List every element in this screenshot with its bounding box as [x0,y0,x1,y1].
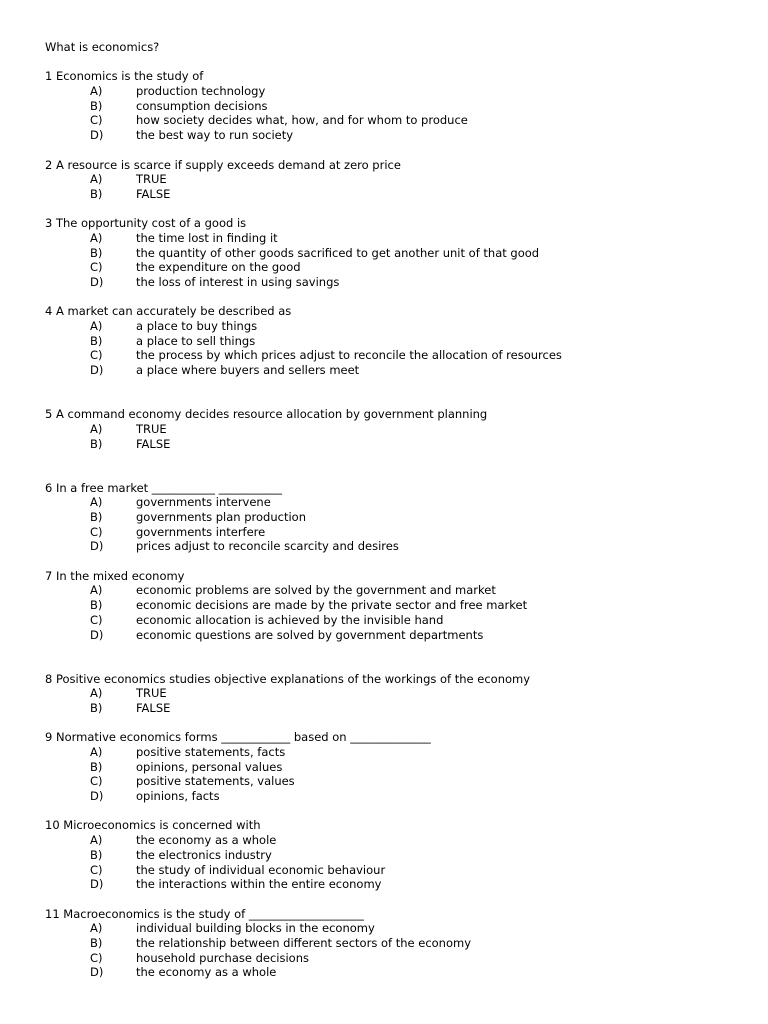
option-text: economic questions are solved by government departments [136,627,484,642]
option-text: opinions, facts [136,789,220,804]
option-b [45,936,745,951]
option-letter: B) [90,436,103,451]
option-letter: C) [90,612,103,627]
option-b [45,760,745,775]
question-11 [45,907,745,980]
option-text: the economy as a whole [136,965,277,980]
option-letter: B) [90,98,103,113]
option-text: household purchase decisions [136,950,309,965]
option-letter: D) [90,877,104,892]
option-d [45,275,745,290]
option-text: individual building blocks in the economy [136,921,375,936]
option-letter: A) [90,230,103,245]
option-b [45,437,745,452]
option-text: the quantity of other goods sacrificed to get another unit of that good [136,245,540,260]
option-letter: A) [90,172,103,187]
option-letter: A) [90,495,103,510]
option-letter: B) [90,759,103,774]
option-letter: A) [90,745,103,760]
option-b [45,848,745,863]
option-text: economic decisions are made by the private sector and free market [136,598,528,613]
option-text: FALSE [136,186,171,201]
question-8 [45,672,745,716]
option-letter: D) [90,363,104,378]
option-letter: C) [90,862,103,877]
option-d [45,628,745,643]
option-c [45,348,745,363]
option-text: positive statements, facts [136,745,286,760]
option-text: production technology [136,84,266,99]
question-text: 7 In the mixed economy [45,568,185,583]
question-text: 3 The opportunity cost of a good is [45,216,247,231]
option-c [45,525,745,540]
option-text: a place where buyers and sellers meet [136,363,360,378]
option-letter: A) [90,833,103,848]
option-b [45,99,745,114]
option-d [45,128,745,143]
option-text: a place to sell things [136,333,256,348]
option-letter: A) [90,319,103,334]
option-d [45,539,745,554]
question-text: 5 A command economy decides resource allocation by government planning [45,407,488,422]
option-a [45,921,745,936]
option-letter: A) [90,421,103,436]
option-text: the loss of interest in using savings [136,275,340,289]
option-text: the time lost in finding it [136,230,278,245]
question-2 [45,158,745,202]
option-letter: D) [90,965,104,980]
question-text: 2 A resource is scarce if supply exceeds demand at zero price [45,157,401,172]
option-letter: A) [90,583,103,598]
page-title: What is economics? [45,40,160,54]
option-a [45,422,745,437]
option-letter: B) [90,935,103,950]
option-text: TRUE [136,421,167,436]
option-b [45,334,745,349]
option-text: FALSE [136,700,171,715]
option-letter: B) [90,186,103,201]
option-letter: D) [90,539,104,554]
option-a [45,833,745,848]
option-letter: C) [90,950,103,965]
option-letter: B) [90,245,103,260]
option-letter: D) [90,275,104,289]
option-c [45,113,745,128]
option-b [45,510,745,525]
option-text: prices adjust to reconcile scarcity and desires [136,539,399,554]
option-letter: D) [90,789,104,804]
option-letter: D) [90,627,104,642]
option-letter: A) [90,686,103,701]
question-text: 9 Normative economics forms ____________ based on ______________ [45,730,431,745]
option-b [45,701,745,716]
option-text: the electronics industry [136,847,272,862]
question-text: 4 A market can accurately be described as [45,304,292,319]
option-text: governments interfere [136,524,266,539]
option-letter: B) [90,333,103,348]
option-letter: C) [90,260,103,275]
option-letter: C) [90,113,103,128]
option-letter: A) [90,921,103,936]
question-10 [45,818,745,891]
option-letter: B) [90,700,103,715]
option-text: the process by which prices adjust to reconcile the allocation of resources [136,348,562,363]
option-text: opinions, personal values [136,759,283,774]
question-text: 10 Microeconomics is concerned with [45,818,261,833]
option-a [45,583,745,598]
question-5 [45,407,745,451]
option-text: governments plan production [136,510,306,525]
option-letter: C) [90,774,103,789]
option-text: economic problems are solved by the government and market [136,583,496,598]
option-a [45,686,745,701]
option-a [45,172,745,187]
option-text: the study of individual economic behaviour [136,862,386,877]
question-text: 6 In a free market ___________ ___________ [45,480,282,495]
option-b [45,187,745,202]
option-text: economic allocation is achieved by the invisible hand [136,612,444,627]
option-c [45,774,745,789]
option-letter: C) [90,524,103,539]
question-text: 1 Economics is the study of [45,69,204,84]
option-text: TRUE [136,172,167,187]
option-a [45,84,745,99]
option-b [45,246,745,261]
option-a [45,745,745,760]
question-9 [45,730,745,803]
option-c [45,260,745,275]
option-letter: C) [90,348,103,363]
option-text: the best way to run society [136,128,294,143]
option-d [45,965,745,980]
question-6 [45,481,745,554]
option-text: how society decides what, how, and for whom to produce [136,113,468,128]
question-7 [45,569,745,642]
option-text: a place to buy things [136,319,258,334]
option-a [45,231,745,246]
option-text: the relationship between different sectors of the economy [136,935,472,950]
option-c [45,951,745,966]
option-text: the interactions within the entire economy [136,877,382,892]
option-a [45,495,745,510]
option-a [45,319,745,334]
question-1 [45,69,745,142]
option-text: FALSE [136,436,171,451]
option-text: positive statements, values [136,774,295,789]
document-page [45,40,745,980]
option-letter: B) [90,598,103,613]
question-text: 11 Macroeconomics is the study of ____________________ [45,906,364,921]
question-text: 8 Positive economics studies objective explanations of the workings of the economy [45,671,531,686]
option-text: TRUE [136,686,167,701]
option-d [45,363,745,378]
option-text: governments intervene [136,495,271,510]
question-4 [45,304,745,377]
option-d [45,877,745,892]
option-b [45,598,745,613]
question-3 [45,216,745,289]
option-letter: B) [90,847,103,862]
option-text: consumption decisions [136,98,268,113]
option-letter: A) [90,84,103,99]
option-c [45,613,745,628]
option-letter: D) [90,128,104,143]
option-letter: B) [90,510,103,525]
option-d [45,789,745,804]
option-text: the expenditure on the good [136,260,301,275]
option-c [45,863,745,878]
option-text: the economy as a whole [136,833,277,848]
